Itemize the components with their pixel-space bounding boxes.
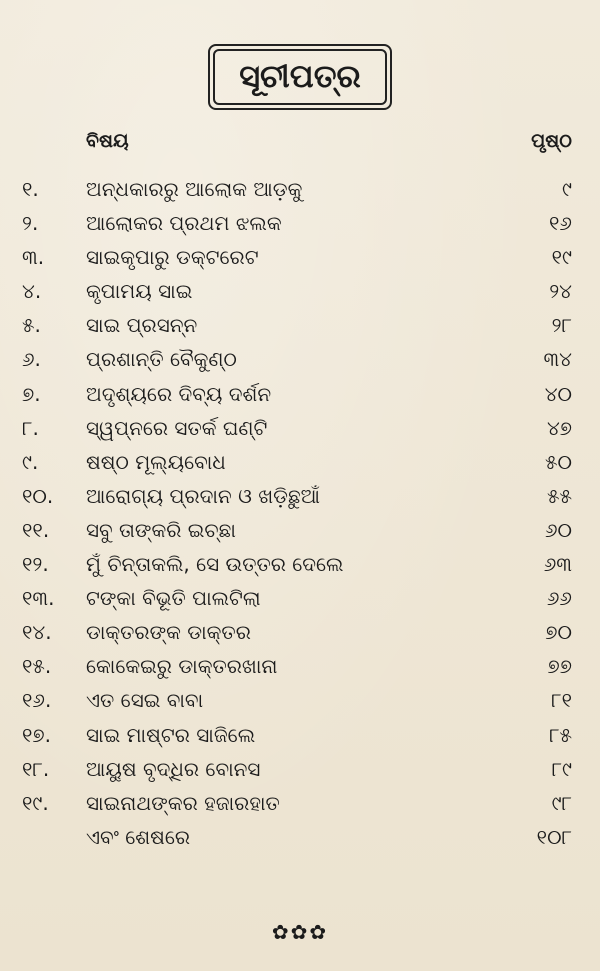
entry-title: ଅନ୍ଧକାରରୁ ଆଲୋକ ଆଡ଼କୁ [86,177,303,201]
entry-number: ୬. [22,347,41,372]
entry-page: ୧୦୮ [536,824,572,849]
entry-page: ୭୦ [545,620,572,645]
contents-list [0,172,600,854]
entry-page: ୪୦ [544,381,572,406]
list-item [0,274,600,308]
entry-title: ଟଙ୍କା ବିଭୂତି ପାଲଟିଲା [86,586,261,611]
list-item [0,206,600,240]
subject-column-header: ବିଷୟ [86,130,129,152]
entry-number: ୧୫. [22,654,52,679]
entry-page: ୧୯ [551,245,572,270]
entry-page: ୩୪ [543,347,572,372]
entry-title: ଆୟୁଷ ବୃଦ୍ଧିର ବୋନସ [86,756,261,781]
title-frame [208,44,392,110]
entry-page: ୪୭ [546,415,572,440]
list-item [0,479,600,513]
list-item [0,683,600,717]
list-item [0,445,600,479]
list-item [0,411,600,445]
entry-number: ୧୩. [22,586,55,611]
list-item [0,649,600,683]
entry-number: ୮. [22,415,39,440]
entry-page: ୫୦ [545,449,572,474]
entry-title: ଆରୋଗ୍ୟ ପ୍ରଦାନ ଓ ଖଡ଼ିଛୁଆଁ [86,483,321,508]
entry-title: ଅଦୃଶ୍ୟରେ ଦିବ୍ୟ ଦର୍ଶନ [86,381,272,406]
entry-page: ୯ [562,177,572,201]
entry-title: ପ୍ରଶାନ୍ତି ବୈକୁଣ୍ଠ [86,347,237,372]
entry-page: ୬୦ [544,517,572,542]
entry-number: ୧୦. [22,483,54,508]
list-item [0,377,600,411]
list-item [0,547,600,581]
entry-title: କୋକେଇରୁ ଡାକ୍ତରଖାନା [86,654,278,679]
list-item [0,172,600,206]
entry-title: ଡାକ୍ତରଙ୍କ ଡାକ୍ତର [86,620,251,645]
entry-number: ୧୬. [22,688,52,713]
entry-page: ୬୩ [543,552,572,577]
entry-title: ସାଇକୃପାରୁ ଡକ୍ଟରେଟ [86,245,259,270]
entry-page: ୮୫ [549,722,572,747]
entry-page: ୧୬ [549,211,572,236]
list-item [0,581,600,615]
entry-title: ସାଇନାଥଙ୍କର ହଜାରହାତ [86,790,280,815]
entry-number: ୧୪. [22,620,52,645]
entry-title: ସ୍ୱପ୍ନରେ ସତର୍କ ଘଣ୍ଟି [86,415,268,440]
list-item [0,240,600,274]
entry-number: ୫. [22,313,41,338]
list-item [0,342,600,376]
page-title: ସୂଚୀପତ୍ର [213,49,387,105]
entry-title: କୃପାମୟ ସାଇ [86,279,193,304]
list-item [0,820,600,854]
entry-title: ସାଇ ପ୍ରସନ୍ନ [86,313,198,338]
list-item [0,786,600,820]
list-item [0,513,600,547]
page-column-header: ପୃଷ୍ଠ [531,130,572,152]
list-item [0,308,600,342]
entry-number: ୭. [22,381,41,406]
entry-number: ୧୧. [22,517,50,542]
list-item [0,615,600,649]
entry-title: ମୁଁ ଚିନ୍ତାକଲି, ସେ ଉତ୍ତର ଦେଲେ [86,552,344,577]
entry-number: ୧. [22,177,39,201]
entry-number: ୪. [22,279,42,304]
entry-page: ୮୧ [551,688,572,713]
entry-number: ୧୨. [22,552,49,577]
list-item [0,752,600,786]
entry-page: ୫୫ [547,483,572,508]
entry-page: ୯୮ [551,790,572,815]
entry-number: ୯. [22,449,39,474]
entry-title: ସାଇ ମାଷ୍ଟର ସାଜିଲେ [86,722,256,747]
entry-number: ୩. [22,245,45,270]
entry-number: ୧୭. [22,722,52,747]
entry-title: ସବୁ ତାଙ୍କରି ଇଚ୍ଛା [86,517,236,542]
list-item [0,718,600,752]
entry-page: ୨୪ [549,279,572,304]
entry-title: ଏତ ସେଇ ବାବା [86,688,204,713]
entry-page: ୭୭ [547,654,572,679]
entry-title: ଏବଂ ଶେଷରେ [86,824,191,849]
entry-title: ଆଲୋକର ପ୍ରଥମ ଝଲକ [86,211,282,236]
entry-page: ୮୯ [551,756,572,781]
entry-title: ଷଷ୍ଠ ମୂଲ୍ୟବୋଧ [86,449,226,474]
title-area [0,44,600,110]
entry-page: ୨୮ [551,313,572,338]
entry-page: ୬୬ [546,586,572,611]
entry-number: ୧୮. [22,756,50,781]
entry-number: ୧୯. [22,790,49,815]
flower-ornament-icon: ✿✿✿ [271,920,329,944]
column-header-row [0,130,600,160]
entry-number: ୨. [22,211,39,236]
